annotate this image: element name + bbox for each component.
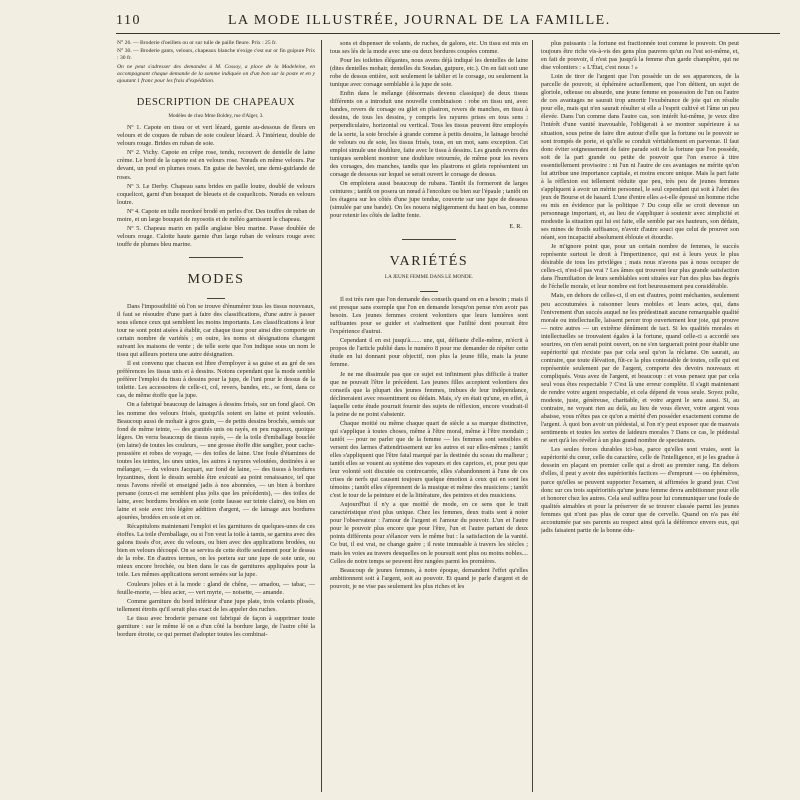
column-middle: [330, 40, 528, 792]
note-line: N° 30. — Broderie gants, velours, chapeaux blanche n'exige c'est sur or fin guipure Prix : 30 fr.: [117, 48, 315, 62]
section-subtitle-varietes: LA JEUNE FEMME DANS LE MONDE.: [384, 274, 474, 281]
article-paragraph: Beaucoup de jeunes femmes, à notre époque, demandent l'effet qu'elles ambitionnent soit à l'argent, soit au pouvoir. Et quand je parle d'argent et de pouvoir, je ne vise pas seulement les plus riches et les: [330, 566, 528, 590]
article-paragraph: Enfin dans le mélange (désormais devenu classique) de deux tissus différents on a introduit une nouvelle combinaison : robe en tissu uni, avec bandes, revers de corsage ou gilet en plastron, revers de manches, en tissu à dessins, de tous les dessins, y compris les rayures prises en tous sens : perpendiculaire, horizontal ou vertical. Tous les tissus peuvent être employés de la sorte, la soie brochée à grande comme à petits dessins, le lainage broché de velours ou de soie, les tissus frisés, tous, en un mot, sans exception. Cet emploi simule une doublure, faite avec le tissu à dessins. Les grands revers des tuniques semblent montrer une doublure retournée, de même pour les revers des corsages, des manches, tandis que les plastrons et gilets représentent un corsage de dessous sur lequel se serait ouvert le corsage de dessus.: [330, 90, 528, 178]
hat-description: Nº 4. Capote en tulle mordoré brodé en perles d'or. Des touffes de ruban de moire, et un large bouquet de myosotis et de méléo garnissent le chapeau.: [117, 207, 315, 223]
section-subtitle-hats: Modèles de chez Mme Boldey, rue d'Alger, 3.: [168, 113, 264, 120]
page-header: [116, 13, 780, 34]
article-paragraph: Comme garniture du bord inférieur d'une jupe plate, trois volants plissés, tellement étroits qu'il serait plus exact de les appeler des ruches.: [117, 597, 315, 613]
article-paragraph: sons et dispenser de volants, de ruches, de galons, etc. Un tissu est mis en tous ses lés de la mode avec une ou deux bordures coupées comme.: [330, 40, 528, 56]
journal-title: LA MODE ILLUSTRÉE, JOURNAL DE LA FAMILLE.: [228, 13, 611, 28]
article-paragraph: Récapitulons maintenant l'emploi et les garnitures de quelques-unes de ces étoffes. La toile d'emballage, ou si l'on veut la toile à tamis, se garnira avec des galons tissés d'or, avec du velours, ou bien avec des applications brodées, ou bien en velours découpé. On se servira de cette étoffe seulement pour le dessus de la robe. En d'autres termes, on les portera sur une jupe de soie unie, ou mieux encore brochée, ou bien dans le cas de garnitures appliquées pour la toile. Les mêmes applications seront semées sur la jupe.: [117, 523, 315, 579]
column-divider-right: [532, 40, 533, 792]
section-title-varietes: VARIÉTÉS: [389, 254, 469, 270]
article-paragraph: On emploiera aussi beaucoup de rubans. Tantôt ils formeront de larges ceintures ; tantôt on posera un nœud à l'encolure ou bien sur l'épaule ; tantôt on les étagera sur les côtés d'une jupe tendue, couverte sur une jupe de dessous (simulée par une bande). On les nouera négligemment du haut en bas, comme pour retenir les côtés de ladite fente.: [330, 179, 528, 219]
article-paragraph: On a fabriqué beaucoup de lainages à dessins frisés, sur un fond glacé. On les nomme des velours frisés, quoiqu'ils soient en laine et point veloutés. Beaucoup aussi de mohair à gros grain, — de petits dessins brochés, semés sur fond de même teinte, — des granités unis ou rayés, en peu rugueux, quoique légers. On verra beaucoup de tissus rayés, — de la toile d'emballage bouclée (en laine) de toutes les couleurs, — une grosse étoffe dite sanglier, pour cache-poussière et robes de voyage, — des toiles de laine. Une foule d'étamines de toutes les teintes, les unes unies, les autres à rayures veloutées, destinées à se mélanger, — du velours Jacquart, sur fond de laine, — des tissus à bordures byzantines, dont le dessin semble être exécuté au point renaissance, tel que nous l'avons révélé et enseigné jadis à nos abonnées, — un bien à bordure persane (ceux-ci me semblent plus jolis que les précédents), — des toiles de laine, avec bordures brodées en soie (cette fausse sur teinte claire), ou bien en laine et soie avec très légère addition d'argent, — de lainage aux bordures ajourées, brodées en soie et en or.: [117, 401, 315, 522]
note-line: On ne peut s'adresser des demandes à M. Cossoy, a ploce de la Madeleine, en accompagnant chaque demande de la somme indiquée on d'un bon sur la poste et en y ajoutant 1 franc pour les frais d'expédition.: [117, 63, 315, 85]
article-paragraph: Les seules forces durables ici-bas, parce qu'elles sont vraies, sont la supériorité du cœur, celle du caractère, celle de l'intelligence, et je les gradue à dessein en plaçant en premier celle qui a droit au premier rang. En dehors d'elles, il peut y avoir des supériorités factices — d'emprunt — ou éphémères, parce qu'elles se peuvent supporter l'examen, si affirmées le grand jour. C'est donc sur ces trois supériorités qu'une jeune femme devra ambitionner pour elle et honorer chez les autres. Cela seul suffira pour lui communiquer une foule de qualités aimables et pour la préserver de se trouver classée parmi les jeunes femmes qui n'ont pas plus de cœur que de cervelle. Quand on n'a pas été accoutumée par ses parents au respect ainsi qu'à la déférence envers eux, qui jadis faisaient partie de la bonne édu-: [541, 446, 739, 534]
column-left: [117, 40, 315, 792]
article-paragraph: Couleurs jolies et à la mode : gland de chêne, — amadou, — tabac, — feuille-morte, — bleu acier, — vert myrte, — noisette, — amande.: [117, 580, 315, 596]
page-number: 110: [116, 13, 141, 28]
hat-description: Nº 5. Chapeau marin en paille anglaise bleu marine. Passe doublée de velours rouge. Calotte haute garnie d'un large ruban de velours rouge avec touffe de plumes bleu marine.: [117, 224, 315, 248]
hat-description: Nº 2. Vichy. Capote en crêpe rose, tendu, recouvert de dentelle de laine crème. Le bord de la capote est en velours rose. Nœuds en même velours. Par devant, un pouf en plumes roses. En guise de bavolet, une demi-guirlande de roses.: [117, 149, 315, 181]
title-underline: [420, 285, 438, 292]
author-signature: E. R.: [509, 223, 522, 231]
article-paragraph: Il est très rare que l'on demande des conseils quand on en a besoin ; mais il est presque sans exemple que l'on en demande lorsqu'on pense n'en avoir pas besoin. Les jeunes femmes croient volontiers que leurs lumières sont suffisantes pour se guider et s'admettent que l'utilité dont pourrait être l'expérience d'autrui.: [330, 296, 528, 336]
article-paragraph: Il est convenu que chacun est libre d'employer à sa guise et au gré de ses préférences les tissus unis et à dessins. Notons cependant que la mode semble préférer l'emploi du tissu à dessins pour la jupe, de l'uni pour le dessus de la toilette. Les accessoires de celle-ci, col, revers, bandes, etc., se font, dans ce cas, de même étoffe que la jupe.: [117, 360, 315, 400]
hat-description: Nº 3. Le Derby. Chapeau sans brides en paille loutre, doublé de velours coquelicot, garni d'un bouquet de bleuets et de coquelicots. Nœuds en velours loutre.: [117, 182, 315, 206]
hat-description: Nº 1. Capote en tissu or et vert lézard, garnie au-dessous de fleurs en velours et de coques de ruban de soie couleur lézard. À l'intérieur, double de velours rouge. Brides en ruban de soie.: [117, 124, 315, 148]
article-paragraph: Aujourd'hui il n'y a que moitié de mode, en ce sens que le trait caractéristique n'est plus unique. Chez les femmes, deux traits sont à noter pour l'observateur : l'amour de l'argent et l'amour du pouvoir. L'un et l'autre pour le pouvoir plus encore que pour l'être, l'un et l'autre partant de deux points différents pour s'élancer vers le même but : la satisfaction de la vanité. Ce but, il est vrai, ne change guère ; il reste immuable à travers les siècles ; mais les voies au travers desquelles on le poursuit sont plus ou moins nobles.... Celles de notre temps se peuvent être rangées parmi les premières.: [330, 501, 528, 565]
article-paragraph: Mais, en dehors de celles-ci, il en est d'autres, point méchantes, seulement peu accoutumées à raisonner leurs mobiles et leurs actes, qui, dans l'enivrement d'un succès auquel ne les prédestinait aucune remarquable qualité morale ou intellectuelle, laissent percer trop ouvertement leur joie, qui prouve — notre autres — un extrême dénûment de tact. Si les qualités morales et intellectuelles se trouvaient égales à la fortune, quand celle-ci a accordé ses sourires, on n'en serait point ouvert, on ne s'en targuerait point pour établir une supériorité qui n'existe pas par cela seul qu'on la réclame. On saurait, au contraire, que toute élévation, fût-ce la plus contestable de toutes, celle qui est représentée seulement par de l'argent, comporte des devoirs nouveaux et compliqués. Vous avez de l'argent, et beaucoup : et vous pensez que par cela seul vous êtes respectable ? C'est là une erreur complète. Il s'agit maintenant de rendre votre argent respectable, et cela dépend de vous seule. Soyez polie, modeste, juste, généreuse, charitable, et votre argent le sera aussi. Si, au contraire, ne voyant rien au delà, au lieu de vous élever, votre argent vous abaisse, vous n'êtes pas ce qu'on a mérité d'en posséder exactement comme de l'argent. À quoi bon avoir un piédestal, si l'on n'y peut exposer que de mauvais sentiments et toutes les sortes de laideurs morales ? Dans ce cas, le piédestal ne sert qu'à les révéler à un plus grand nombre de spectateurs.: [541, 292, 739, 445]
column-right: [541, 40, 739, 792]
article-paragraph: Dans l'impossibilité où l'on se trouve d'énumérer tous les tissus nouveaux, il faut se résoudre d'une part à faire des classifications, d'une autre à passer sous silence ceux qui semblent les moins importants. Les classifications à leur tour ne sont point aisées à établir, car chaque tissu pour ainsi dire comporte un certain nombre de variétés ; en outre, les noms et désignations changent suivant les maisons de vente ; de telle sorte que l'on indique sous un nom le tissu qui ailleurs portera une autre désignation.: [117, 302, 315, 359]
section-separator: [189, 257, 243, 258]
article-paragraph: plus puissants : la fortune est fractionnée tout comme le pouvoir. On peut toujours être riche vis-à-vis des gens plus pauvres qu'un ou l'est soi-même, et, en fait de pouvoir, il n'est pas jusqu'à la femme d'un garde champêtre, qui ne dise volontiers : « L'État, c'est nous ! »: [541, 40, 739, 72]
article-paragraph: Le tissu avec broderie persane est fabriqué de façon à supprimer toute garniture : sur le même lé on a d'un côté la bordure large, de l'autre côté la bordure étroite, ce qui permet d'adopter toutes les combinai-: [117, 614, 315, 638]
article-paragraph: Pour les toilettes élégantes, nous avons déjà indiqué les dentelles de laine (dites dentelles mohair, dentelles du Soudan, guipure, etc.). On en fait soit une robe de dessus entière, soit seulement le tablier et le corsage, ou seulement la tunique avec corsage semblable à la jupe de soie.: [330, 57, 528, 89]
section-title-hats: DESCRIPTION DE CHAPEAUX: [136, 97, 296, 109]
title-underline: [207, 292, 225, 299]
article-paragraph: Cependant il en est jusqu'à....... une, qui, défiante d'elle-même, m'écrit à propos de l'article publié dans le numéro 8 pour me demander de répéter cette étude en lui donnant pour objectif, non plus la jeune fille, mais la jeune femme.: [330, 337, 528, 369]
article-paragraph: Chaque moitié ou même chaque quart de siècle a sa marque distinctive, qui s'applique à toutes choses, même à l'être moral, même à l'être mondain ; tantôt — pour ne parler que de la femme — les femmes sont sensibles et versent des larmes d'attendrissement sur les autres et sur elles-mêmes ; tantôt elles s'appliquent que l'être fatal marqué par la destinée du sceau du malheur ; tantôt elles se vouent au système des vapeurs et des caprices, et, pour peu que leur volonté soit discutée ou contrecarrée, elles s'abandonnent à l'une de ces crises de nerfs qui causent toujours quelque émotion à ceux qui en sont les témoins ; tantôt elles s'éprennent de la musique et même des musiciens ; tantôt c'est le tour de la peinture et de la littérature, des peintres et des musiciens.: [330, 419, 528, 500]
article-paragraph: Je m'ignore point que, pour un certain nombre de femmes, le succès représente surtout le droit à l'impertinence, qui est à leurs yeux le plus désirable de tous les privilèges ; mais nous n'avons pas à nous occuper de celles-ci, n'est-il pas vrai ? Les âmes qui trouvent leur plus grande satisfaction dans l'humiliation de leurs semblables sont situées sur l'un des plus bas degrés de l'échelle morale, et leur nombre est fort heureusement peu considérable.: [541, 243, 739, 291]
embroidery-price-note: [117, 40, 315, 85]
column-divider-left: [321, 40, 322, 792]
article-paragraph: Loin de tirer de l'argent que l'on possède un de ses apparences, de la parcelle de pouvoir, si éphémère actuellement, que l'on détient, un sujet de gloriole, odieuse ou absurde, une jeune femme en possession de l'un ou l'autre de ces avantages ne saurait trop amortir l'exubérance de joie qui en résulte pour elle, mais qui n'en saurait résulter si elle a l'esprit cultivé et l'âme un peu élevée. Dans l'un comme dans l'autre cas, son intérêt lui-même, je veux dire l'intérêt d'une vanité inavouable, l'obligerait à se montrer supérieure à sa situation, sous peine de faire dire autour d'elle que la fortune ou le pouvoir se sont trompés de porte, et qu'elle se conduit véritablement en parvenue. Il faut donc éviter soigneusement de faire parade soit de la fortune que l'on possède, soit de la part grande ou petite de pouvoir que l'on exerce à titre essentiellement provisoire : ni l'un ni l'autre de ces avantages ne mérite qu'on lui attribue une importance capitale, et moins encore unique. Mais la part faite à la réflexion est tellement réduite que peu, très peu de jeunes femmes s'appliquent à avoir un mérite personnel, le seul cependant qui soit à l'abri des jeux de Bourse et de hasard. L'une d'entre elles a-t-elle épousé un homme riche ou mis en évidence par la politique ? Du coup elle se croit devenue un personnage important, et, au lieu de s'appliquer à soutenir avec simplicité et modestie la situation qui lui est faite, elle semble par ses hauteurs, son dédain, ses mines de froids suffisance, n'avoir d'autre souci que celui de prouver son néant, son incapacité absolument éblouie et étourdie.: [541, 73, 739, 242]
section-separator: [402, 239, 456, 240]
section-title-modes: MODES: [187, 271, 245, 287]
note-line: N° 26. — Broderie d'oeillets ou or sur tulle de paille fleure. Prix : 25 fr.: [117, 40, 277, 46]
article-paragraph: Je ne me dissimule pas que ce sujet est infiniment plus difficile à traiter que ne pouvait l'être le précédent. Les jeunes filles acceptent volontiers des conseils que la plupart des jeunes femmes, imbues de leur indépendance, déclineraient avec ressentiment ou dédain. Mais, s'y en était qu'une, en effet, à laquelle cette étude pourrait fournir des sujets de réflexion, encore voudrait-il la peine de ne point s'abstenir.: [330, 370, 528, 418]
